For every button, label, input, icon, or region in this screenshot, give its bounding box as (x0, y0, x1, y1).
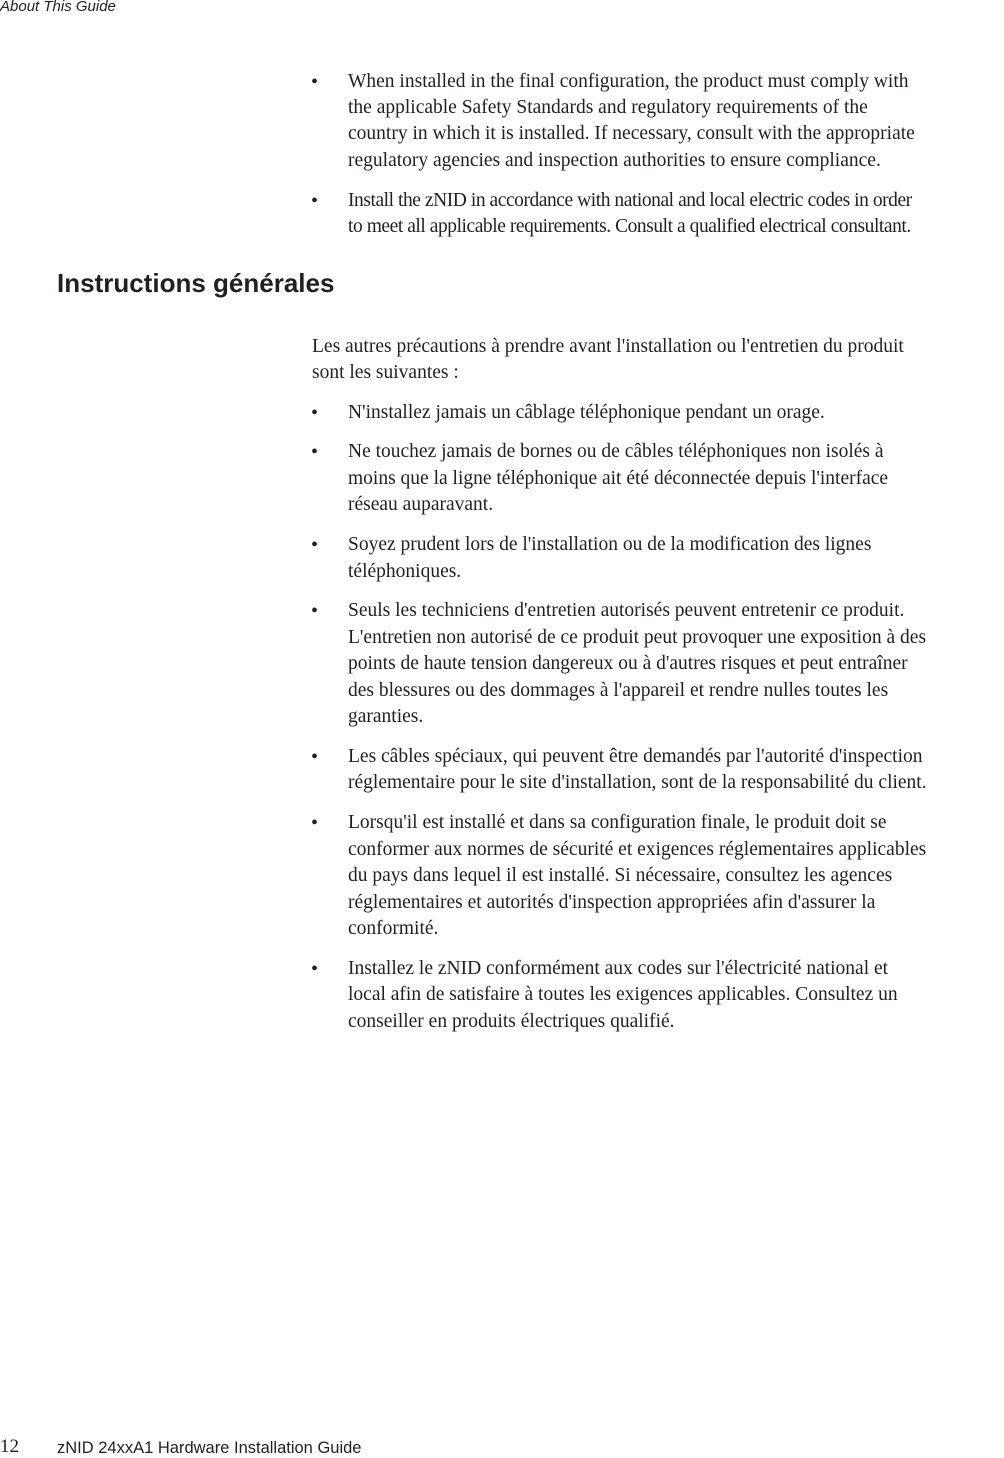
text-line: When installed in the final configuration, the product must comply with (348, 70, 909, 92)
list-item (0, 598, 1004, 730)
text-line: Ne touchez jamais de bornes ou de câbles téléphoniques non isolés à (348, 441, 884, 463)
bullet-icon: • (311, 441, 319, 464)
text-line: Lorsqu'il est installé et dans sa configuration finale, le produit doit se (348, 812, 887, 834)
text-line: Soyez prudent lors de l'installation ou de la modification des lignes (348, 534, 872, 556)
text-line: réglementaires et autorités d'inspection appropriées afin d'assurer la (348, 891, 876, 913)
text-line: to meet all applicable requirements. Consult a qualified electrical consultant. (348, 216, 911, 238)
text-line: N'installez jamais un câblage téléphonique pendant un orage. (348, 401, 825, 423)
text-line: moins que la ligne téléphonique ait été déconnectée depuis l'interface (348, 467, 889, 489)
text-line: conformer aux normes de sécurité et exigences réglementaires applicables (348, 838, 927, 860)
bullet-icon: • (311, 70, 319, 93)
text-line: L'entretien non autorisé de ce produit peut provoquer une exposition à des (348, 626, 927, 648)
bullet-icon: • (311, 189, 319, 212)
text-line: sont les suivantes : (312, 362, 459, 384)
footer-title: zNID 24xxA1 Hardware Installation Guide (57, 1439, 362, 1457)
french-bullet-list (0, 386, 1004, 1035)
text-line: du pays dans lequel il est installé. Si nécessaire, consultez les agences (348, 865, 893, 887)
text-line: the applicable Safety Standards and regulatory requirements of the (348, 96, 868, 118)
list-item (0, 439, 1004, 518)
text-line: Les câbles spéciaux, qui peuvent être demandés par l'autorité d'inspection (348, 745, 923, 767)
text-line: téléphoniques. (348, 560, 462, 582)
running-header: About This Guide (0, 0, 116, 15)
list-item (0, 810, 1004, 942)
intro-paragraph (0, 334, 1004, 387)
text-line: conformité. (348, 917, 439, 939)
text-line: Installez le zNID conformément aux codes sur l'électricité national et (348, 957, 889, 979)
text-line: conseiller en produits électriques qualifié. (348, 1010, 675, 1032)
text-line: regulatory agencies and inspection authorities to ensure compliance. (348, 149, 881, 171)
list-item (0, 532, 1004, 585)
bullet-icon: • (311, 534, 319, 557)
text-line: réglementaire pour le site d'installation, sont de la responsabilité du client. (348, 772, 927, 794)
list-item (0, 956, 1004, 1035)
list-item (0, 744, 1004, 797)
text-line: Les autres précautions à prendre avant l'installation ou l'entretien du produit (312, 336, 904, 357)
text-line: points de haute tension dangereux ou à d'autres risques et peut entraîner (348, 653, 908, 675)
bullet-icon: • (311, 600, 319, 623)
page-number: 12 (0, 1436, 19, 1457)
bullet-icon: • (311, 745, 319, 768)
text-line: Install the zNID in accordance with national and local electric codes in order (348, 189, 912, 211)
section-heading: Instructions générales (57, 268, 335, 298)
text-line: réseau auparavant. (348, 494, 494, 516)
text-line: Seuls les techniciens d'entretien autorisés peuvent entretenir ce produit. (348, 600, 905, 622)
text-line: garanties. (348, 706, 424, 728)
text-line: local afin de satisfaire à toutes les exigences applicables. Consultez un (348, 984, 898, 1006)
bullet-icon: • (311, 401, 319, 424)
text-line: country in which it is installed. If necessary, consult with the appropriate (348, 123, 915, 145)
list-item (0, 188, 1004, 241)
text-line: des blessures ou des dommages à l'appareil et rendre nulles toutes les (348, 679, 889, 701)
list-item (0, 69, 1004, 175)
list-item (0, 400, 1004, 426)
bullet-icon: • (311, 812, 319, 835)
bullet-icon: • (311, 957, 319, 980)
english-bullet-list (0, 55, 1004, 240)
